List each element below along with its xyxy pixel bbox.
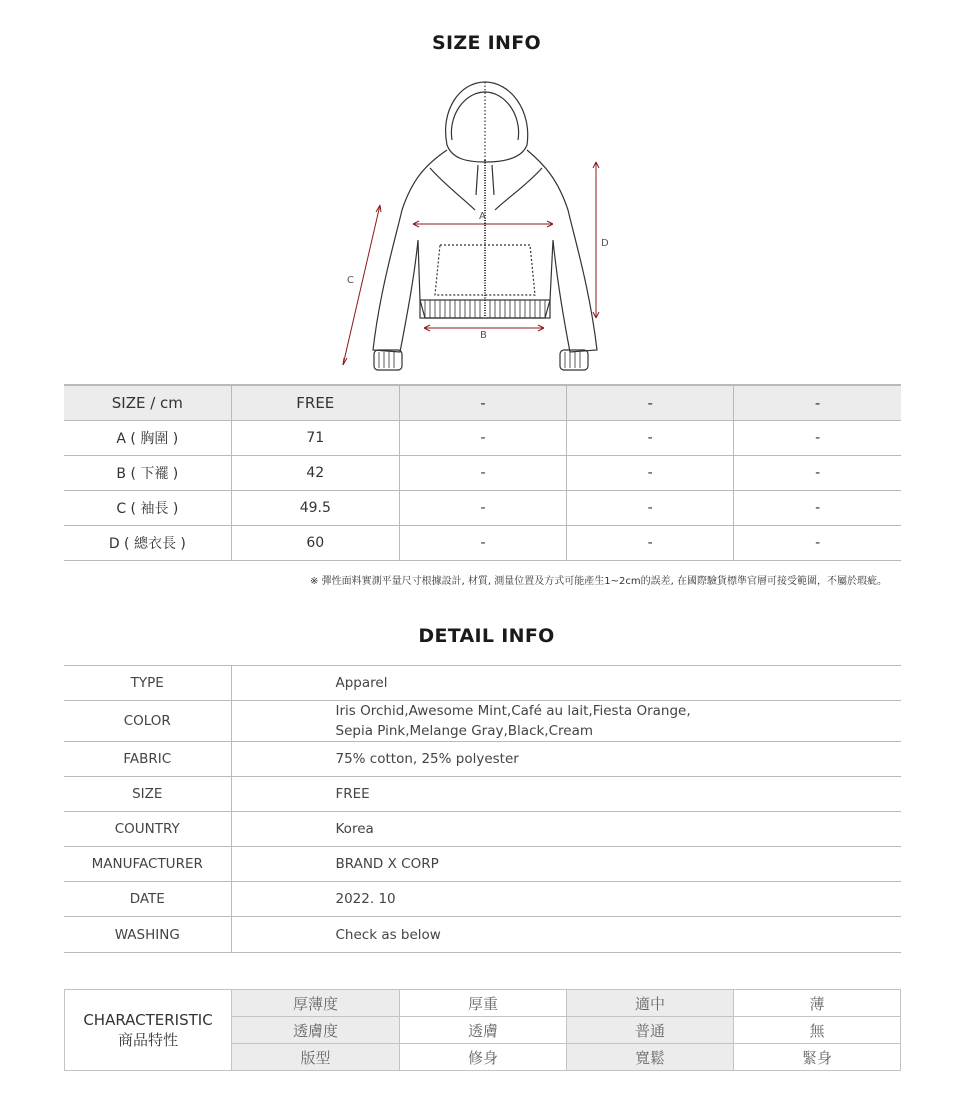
color-line: Sepia Pink,Melange Gray,Black,Cream	[335, 723, 594, 739]
size-value: 42	[231, 455, 399, 490]
characteristic-option: 透膚	[400, 1017, 567, 1044]
size-table	[64, 384, 901, 561]
diagram-label-a: A	[479, 211, 486, 222]
detail-row	[64, 666, 901, 701]
size-header-cell: SIZE / cm	[64, 385, 231, 420]
detail-row	[64, 917, 901, 953]
size-value: -	[399, 490, 566, 525]
detail-label: FABRIC	[64, 742, 231, 777]
detail-value: 2022. 10	[231, 882, 901, 917]
characteristic-option: 無	[734, 1017, 901, 1044]
measurement-note: ※ 彈性面料實測平量尺寸根據設計, 材質, 測量位置及方式可能產生1~2cm的誤差, 在國際驗貨標準官層可接受範圍，不屬於瑕疵。	[310, 576, 887, 587]
detail-value: FREE	[231, 777, 901, 812]
size-header-cell: -	[399, 385, 566, 420]
characteristic-option-selected: 寬鬆	[567, 1044, 734, 1071]
detail-label: DATE	[64, 882, 231, 917]
characteristic-option: 薄	[734, 990, 901, 1017]
size-value: -	[734, 420, 901, 455]
detail-row	[64, 812, 901, 847]
size-header-cell: -	[567, 385, 734, 420]
size-row	[64, 420, 901, 455]
characteristic-name: 厚薄度	[232, 990, 400, 1017]
detail-value: Korea	[231, 812, 901, 847]
detail-label: COLOR	[64, 701, 231, 742]
detail-label: TYPE	[64, 666, 231, 701]
size-value: -	[567, 455, 734, 490]
size-value: -	[399, 525, 566, 560]
diagram-label-c: C	[347, 275, 354, 286]
size-info-title: SIZE INFO	[432, 32, 541, 54]
detail-label: COUNTRY	[64, 812, 231, 847]
size-value: -	[734, 525, 901, 560]
size-value: -	[399, 455, 566, 490]
detail-value	[231, 701, 901, 742]
detail-label: SIZE	[64, 777, 231, 812]
detail-row	[64, 882, 901, 917]
size-value: -	[567, 525, 734, 560]
detail-label: WASHING	[64, 917, 231, 953]
characteristic-label-en: CHARACTERISTIC	[83, 1011, 213, 1029]
characteristic-name: 版型	[232, 1044, 400, 1071]
size-value: -	[567, 420, 734, 455]
detail-label: MANUFACTURER	[64, 847, 231, 882]
characteristic-label-zh: 商品特性	[117, 1031, 178, 1049]
size-value: 60	[231, 525, 399, 560]
size-row-label: D ( 總衣長 )	[64, 525, 231, 560]
size-value: 71	[231, 420, 399, 455]
color-line: Iris Orchid,Awesome Mint,Café au lait,Fiesta Orange,	[335, 703, 691, 719]
size-row-label: B ( 下襬 )	[64, 455, 231, 490]
characteristic-option: 修身	[400, 1044, 567, 1071]
characteristic-option-selected: 適中	[567, 990, 734, 1017]
size-value: -	[567, 490, 734, 525]
size-value: -	[399, 420, 566, 455]
detail-row	[64, 742, 901, 777]
characteristic-row	[65, 990, 901, 1017]
diagram-label-b: B	[480, 330, 487, 341]
detail-row	[64, 777, 901, 812]
size-row-label: C ( 袖長 )	[64, 490, 231, 525]
size-header-cell: -	[734, 385, 901, 420]
size-row	[64, 455, 901, 490]
diagram-label-d: D	[601, 238, 609, 249]
characteristic-table	[64, 989, 901, 1071]
size-table-header	[64, 385, 901, 420]
detail-value: 75% cotton, 25% polyester	[231, 742, 901, 777]
detail-value: BRAND X CORP	[231, 847, 901, 882]
size-value: -	[734, 490, 901, 525]
characteristic-name: 透膚度	[232, 1017, 400, 1044]
size-row	[64, 490, 901, 525]
characteristic-option: 厚重	[400, 990, 567, 1017]
size-header-cell: FREE	[231, 385, 399, 420]
size-value: -	[734, 455, 901, 490]
detail-value: Apparel	[231, 666, 901, 701]
size-value: 49.5	[231, 490, 399, 525]
characteristic-option-selected: 普通	[567, 1017, 734, 1044]
detail-table	[64, 665, 901, 953]
size-row	[64, 525, 901, 560]
characteristic-label	[65, 990, 232, 1071]
detail-row	[64, 701, 901, 742]
detail-value: Check as below	[231, 917, 901, 953]
size-row-label: A ( 胸圍 )	[64, 420, 231, 455]
detail-row	[64, 847, 901, 882]
characteristic-option: 緊身	[734, 1044, 901, 1071]
detail-info-title: DETAIL INFO	[418, 625, 555, 647]
